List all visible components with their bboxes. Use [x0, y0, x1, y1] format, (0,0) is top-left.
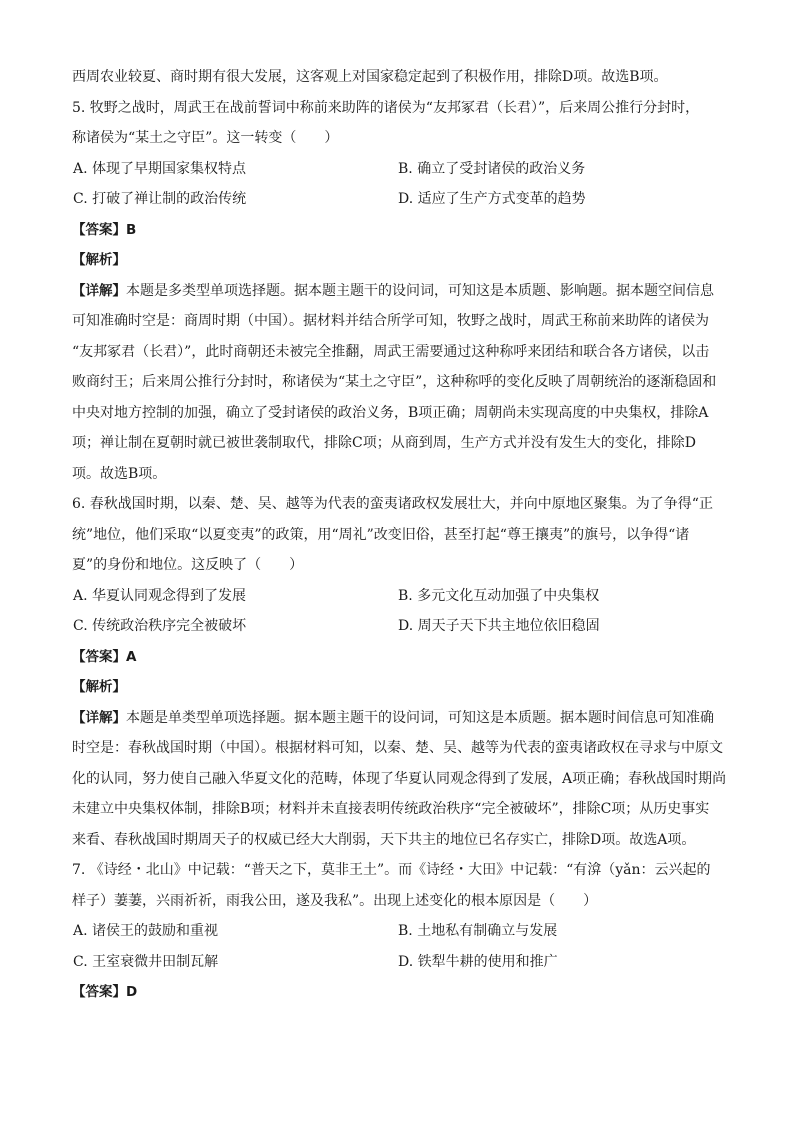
answer-line: [72, 642, 724, 673]
detail-line: 败商纣王；后来周公推行分封时，称诸侯为“某土之守臣”，这种称呼的变化反映了周朝统治的逐渐稳固和: [72, 374, 717, 390]
analysis-line: [72, 245, 724, 276]
options-row: [72, 581, 724, 612]
detail-line: 可知准确时空是：商周时期（中国）。据材料并结合所学可知，牧野之战时，周武王称前来助阵的诸侯为: [72, 313, 709, 329]
option-d: D. 周天子天下共主地位依旧稳固: [398, 618, 600, 634]
question-stem-line: 7. 《诗经・北山》中记载：“普天之下，莫非王土”。而《诗经・大田》中记载：“有渰（yǎn：云兴起的: [72, 862, 711, 878]
option-b: B. 土地私有制确立与发展: [398, 923, 558, 939]
detail-line: 化的认同，努力使自己融入华夏文化的范畴，体现了华夏认同观念得到了发展，A项正确；春秋战国时期尚: [72, 770, 727, 787]
answer-line: [72, 215, 724, 246]
detail-label: 【详解】: [72, 709, 126, 726]
detail-line: [72, 703, 724, 734]
answer-label: 【答案】: [72, 984, 126, 1000]
detail-line: 来看、春秋战国时期周天子的权威已经大大削弱，天下共主的地位已名存实亡，排除D项。故选A项。: [72, 831, 696, 848]
answer-value: B: [126, 221, 137, 238]
option-a: A. 诸侯王的鼓励和重视: [73, 923, 219, 939]
question-stem-line: 样子）萋萋，兴雨祈祈，雨我公田，遂及我私”。出现上述变化的根本原因是（ ）: [72, 892, 598, 909]
question-7: [72, 855, 724, 1008]
option-a: A. 华夏认同观念得到了发展: [73, 587, 247, 604]
option-c: C. 打破了禅让制的政治传统: [73, 191, 247, 207]
intro-line: 西周农业较夏、商时期有很大发展，这客观上对国家稳定起到了积极作用，排除D项。故选B项。: [72, 69, 668, 85]
options-row: [72, 154, 724, 185]
option-d: D. 适应了生产方式变革的趋势: [398, 191, 586, 207]
detail-line: 时空是：春秋战国时期（中国）。根据材料可知，以秦、楚、吴、越等为代表的蛮夷诸政权在寻求与中原文: [72, 740, 723, 756]
analysis-label: 【解析】: [72, 252, 126, 268]
analysis-line: [72, 672, 724, 703]
options-row: [72, 916, 724, 947]
question-stem-line: 5. 牧野之战时，周武王在战前誓词中称前来助阵的诸侯为“友邦冢君（长君）”，后来周公推行分封时，: [72, 99, 700, 116]
answer-value: D: [126, 984, 138, 1000]
detail-line: “友邦冢君（长君）”，此时商朝还未被完全推翻，周武王需要通过这种称呼来团结和联合各方诸侯，以击: [72, 343, 710, 360]
detail-line: [72, 276, 724, 307]
question-stem-line: 称诸侯为“某土之守臣”。这一转变（ ）: [72, 130, 339, 146]
option-b: B. 多元文化互动加强了中央集权: [398, 587, 600, 604]
options-row: [72, 611, 724, 642]
question-6: [72, 489, 727, 855]
option-c: C. 王室衰微井田制瓦解: [73, 953, 219, 970]
detail-text: 本题是多类型单项选择题。据本题主题干的设问词，可知这是本质题、影响题。据本题空间信息: [126, 282, 714, 299]
detail-line: 项；禅让制在夏朝时就已被世袭制取代，排除C项；从商到周，生产方式并没有发生大的变化，排除D: [72, 435, 696, 451]
option-c: C. 传统政治秩序完全被破坏: [73, 618, 247, 634]
question-5: [72, 93, 724, 490]
detail-line: 中央对地方控制的加强，确立了受封诸侯的政治义务，B项正确；周朝尚未实现高度的中央集权，排除A: [72, 404, 709, 421]
options-row: [72, 184, 724, 215]
detail-line: 未建立中央集权体制，排除B项；材料并未直接表明传统政治秩序“完全被破坏”，排除C项；从历史事实: [72, 801, 710, 817]
option-a: A. 体现了早期国家集权特点: [73, 160, 247, 177]
document-page: [72, 62, 727, 1008]
options-row: [72, 947, 724, 978]
question-stem-line: 统”地位，他们采取“以夏变夷”的政策，用“周礼”改变旧俗，甚至打起“尊王攘夷”的旗号，以争得“诸: [72, 526, 690, 543]
answer-value: A: [126, 648, 137, 665]
option-d: D. 铁犁牛耕的使用和推广: [398, 953, 558, 970]
detail-line: 项。故选B项。: [72, 465, 167, 482]
question-stem-line: 夏”的身份和地位。这反映了（ ）: [72, 557, 304, 573]
answer-label: 【答案】: [72, 648, 126, 665]
answer-label: 【答案】: [72, 221, 126, 238]
option-b: B. 确立了受封诸侯的政治义务: [398, 160, 586, 177]
analysis-label: 【解析】: [72, 679, 126, 695]
detail-label: 【详解】: [72, 282, 126, 299]
answer-line: [72, 977, 724, 1008]
question-stem-line: 6. 春秋战国时期，以秦、楚、吴、越等为代表的蛮夷诸政权发展壮大，并向中原地区聚集。为了争得“正: [72, 496, 713, 512]
detail-text: 本题是单类型单项选择题。据本题主题干的设问词，可知这是本质题。据本题时间信息可知准确: [126, 709, 714, 726]
